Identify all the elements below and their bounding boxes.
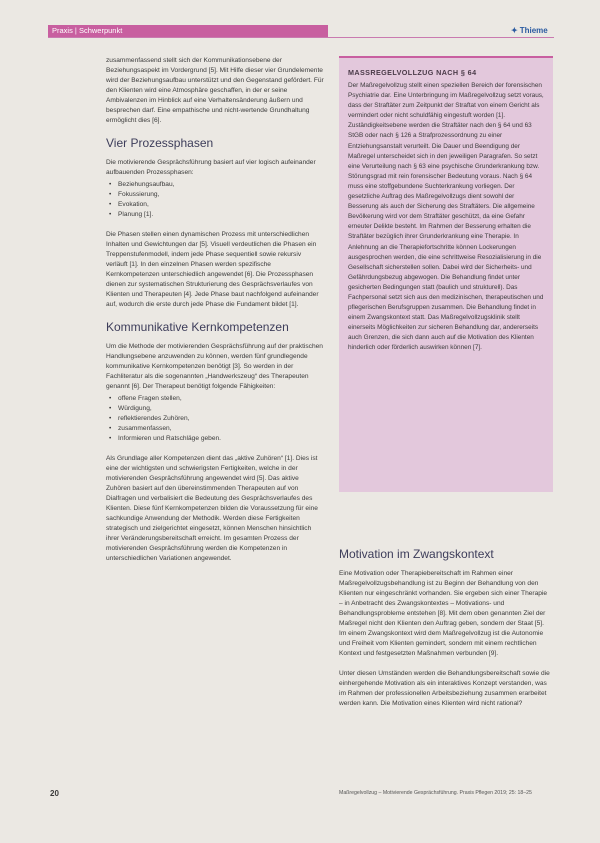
- info-box-title: MASSREGELVOLLZUG NACH § 64: [348, 68, 477, 77]
- heading-motivation: Motivation im Zwangskontext: [339, 547, 494, 561]
- page-number: 20: [50, 789, 59, 798]
- publisher-name: Thieme: [519, 26, 548, 35]
- paragraph: Die motivierende Gesprächsführung basiert auf vier logisch aufeinander aufbauenden Prozessphasen:: [106, 159, 316, 176]
- header-rule: [48, 37, 554, 38]
- heading-prozessphasen: Vier Prozessphasen: [106, 136, 214, 150]
- info-box: [339, 56, 553, 492]
- phases-list: [106, 180, 324, 220]
- paragraph: Die Phasen stellen einen dynamischen Prozess mit unterschiedlichen Inhalten und Gewichtungen dar [5]. Visuell verdeutlichen die Phasen ein Treppenstufenmodell, indem jede Phase sequentiell sowie rekursiv verläuft [1]. In den einzelnen Phasen werden spezifische Kernkompetenzen unterschiedlich angewendet [6]. Die Prozessphasen dienen zur systematischen Strukturierung des Gesprächsverlaufes von Klienten und Therapeuten [4]. Jede Phase baut nachfolgend aufeinander auf, wodurch die erste durch jede Phase die Fundament bildet [1].: [106, 231, 319, 308]
- paragraph: Unter diesen Umständen werden die Behandlungsbereitschaft sowie die einhergehende Motivation als ein interaktives Konzept verstanden, was im Rahmen der professionellen Arbeitsbeziehung zusammen erarbeitet werden kann. Die Motivation eines Klienten wird nicht rational?: [339, 670, 550, 707]
- right-column: [339, 547, 551, 719]
- publisher-logo: [511, 25, 548, 37]
- heading-kernkompetenzen: Kommunikative Kernkompetenzen: [106, 320, 289, 334]
- list-item: • Informieren und Ratschläge geben.: [118, 434, 324, 444]
- paragraph: Eine Motivation oder Therapiebereitschaft im Rahmen einer Maßregelvollzugsbehandlung ist zu Beginn der Behandlung von den Klienten nur eingeschränkt vorhanden. Sie ergeben sich einer Therapie – in Anbetracht des Zwangskontextes – Motivations- und Behandlungsprobleme entstehen [8]. Mit dem oben genannten Ziel der Maßregel nicht den Klienten den Auftrag geben, sondern der Staat [5]. Im einem Zwangskontext wird dem Maßregelvollzug ist die Autonomie und Freiheit vom Klienten gemindert, sondern mit einem rechtlichen Kontext und festgesetzten Maßnahmen verbunden [9].: [339, 570, 548, 657]
- paragraph: Um die Methode der motivierenden Gesprächsführung auf der praktischen Handlungsebene anzuwenden zu können, werden fünf grundlegende kommunikative Kernkompetenzen benötigt [3]. So werden in der Fachliteratur als die sogenannten „Handwerkszeug“ des Therapeuten genannt [6]. Der Therapeut benötigt folgende Fähigkeiten:: [106, 343, 323, 390]
- list-item: • Fokussierung,: [118, 190, 324, 200]
- list-item: • zusammenfassen,: [118, 424, 324, 434]
- list-item: • Beziehungsaufbau,: [118, 180, 324, 190]
- list-item: • Würdigung,: [118, 404, 324, 414]
- paragraph: zusammenfassend stellt sich der Kommunikationsebene der Beziehungsaspekt im Vordergrund [5]. Mit Hilfe dieser vier Grundelemente wird der Beziehungsaufbau unterstützt und den Gegenstand gefördert. Für den Klienten wird eine Atmosphäre geschaffen, in der er seine Ambivalenzen im Hinblick auf eine Verhaltensänderung äußern und besprechen darf. Eine empathische und nicht-wertende Grundhaltung ermöglicht dies [6].: [106, 57, 324, 124]
- thieme-logo-icon: ✦: [511, 26, 518, 35]
- section-label: Praxis | Schwerpunkt: [48, 25, 328, 37]
- list-item: • reflektierendes Zuhören,: [118, 414, 324, 424]
- list-item: • Planung [1].: [118, 210, 324, 220]
- list-item: • Evokation,: [118, 200, 324, 210]
- footer-citation: Maßregelvollzug – Motivierende Gesprächsführung. Praxis Pflegen 2019; 25: 18–25: [339, 790, 532, 796]
- left-column: [106, 56, 324, 574]
- list-item: • offene Fragen stellen,: [118, 394, 324, 404]
- info-box-body: Der Maßregelvollzug stellt einen speziellen Bereich der forensischen Psychiatrie dar. Eine Unterbringung im Maßregelvollzug setzt voraus, dass der Straftäter zum Zeitpunkt der Straftat von einem Gericht als vermindert oder nicht schuldfähig eingestuft worden [1]. Zuständigkeitsebene werden die Straftäter nach den § 64 und 63 StGB oder nach § 126 a Strafprozessordnung zu einer Entziehungsanstalt verurteilt. Die Dauer und Beendigung der Maßregel unterscheidet sich in den jeweiligen Paragrafen. So setzt eine Verurteilung nach § 63 eine psychische Grunderkrankung bzw. Störungsgrad mit rein forensischer Bedeutung voraus. Nach § 64 muss eine stoffgebundene Suchterkrankung vorliegen. Der gesetzliche Auftrag des Maßregelvollzugs dient sowohl der Besserung als auch der Sicherung des Straftäters. Die allgemeine Bevölkerung wird vor dem Straftäter geschützt, da eine Gefahr erneuter Delikte besteht. Im Rahmen der Besserung erhalten die Straftäter bezüglich ihrer Grunderkrankung eine Therapie. In Anlehnung an die Therapiefortschritte können Lockerungen ausgesprochen werden, die eine schrittweise Resozialisierung in die Gesellschaft sicherstellen sollen. Dabei wird der Sicherheits- und Gefährdungsbezug abgewogen. Die Behandlung findet unter gesicherten Bedingungen statt (baulich und strukturell). Das Fachpersonal setzt sich aus den medizinischen, therapeutischen und pflegerischen Berufsgruppen zusammen. Die Behandlung findet in einem Zwangskontext statt. Das Maßregelvollzugsklinik stellt einerseits Möglichkeiten zur sicheren Behandlung dar, andererseits auch Grenzen, die sich dann auch auf die Motivation des Klienten hinderlich oder förderlich auswirken können [7].: [348, 82, 544, 352]
- paragraph: Als Grundlage aller Kompetenzen dient das „aktive Zuhören“ [1]. Dies ist eine der wichtigsten und schwierigsten Fertigkeiten, welche in der motivierenden Gesprächsführung angewendet wird [5]. Das aktive Zuhören basiert auf den übereinstimmenden Therapeuten auf von Dialfragen und verbalisiert die Bedeutung des Gesprächsverlaufes des Klienten. Diese fünf Kernkompetenzen bilden die Voraussetzung für eine sachkundige Anwendung der Methodik. Werden diese Fertigkeiten strategisch und zielgerichtet eingesetzt, können Menschen hinsichtlich ihrer Veränderungsbereitschaft erreicht. Im gesamten Prozess der motivierenden Gesprächsführung werden die Kompetenzen in unterschiedlichen Variationen angewendet.: [106, 455, 318, 562]
- skills-list: [106, 394, 324, 444]
